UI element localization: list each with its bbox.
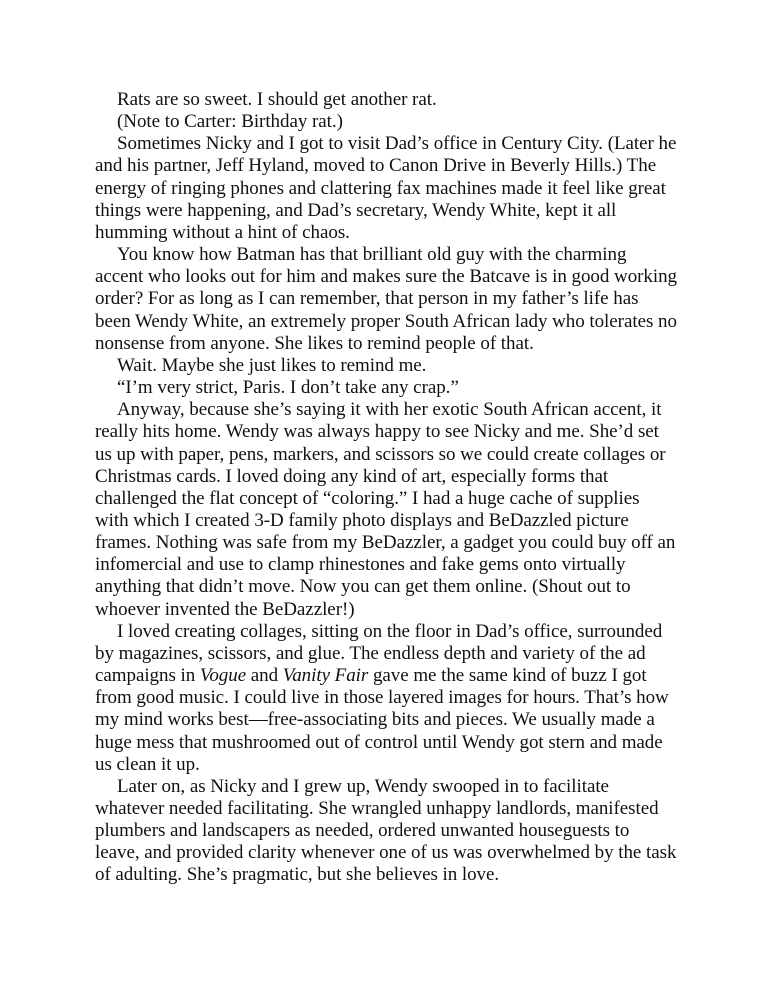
book-page: [95, 89, 677, 887]
paragraph-note-to-carter: [95, 111, 677, 133]
paragraph-bedazzler: [95, 399, 677, 621]
paragraph-text: Rats are so sweet. I should get another rat.: [117, 89, 437, 110]
paragraph-quote: [95, 377, 677, 399]
paragraph-collages: [95, 621, 677, 776]
paragraph-batman: [95, 244, 677, 355]
paragraph-dads-office: [95, 133, 677, 244]
paragraph-text: “I’m very strict, Paris. I don’t take any crap.”: [117, 377, 459, 399]
paragraph-text: and: [246, 665, 283, 687]
paragraph-text: Anyway, because she’s saying it with her exotic South African accent, it really hits home. Wendy was always happy to see Nicky and me. She’d set us up with paper, pens, markers, and scissors so we could create collages or Christmas cards. I loved doing any kind of art, especially forms that challenged the flat concept of “coloring.” I had a huge cache of supplies with which I created 3-D family photo displays and BeDazzled picture frames. Nothing was safe from my BeDazzler, a gadget you could buy off an infomercial and use to clamp rhinestones and fake gems onto virtually anything that didn’t move. Now you can get them online. (Shout out to whoever invented the BeDazzler!): [95, 399, 676, 620]
paragraph-text: gave me the same kind of buzz I got from good music. I could live in those layered images for hours. That’s how my mind works best—free-associating bits and pieces. We usually made a huge mess that mushroomed out of control until Wendy got stern and made us clean it up.: [95, 665, 669, 775]
paragraph-text: Wait. Maybe she just likes to remind me.: [117, 354, 427, 376]
paragraph-text: Later on, as Nicky and I grew up, Wendy swooped in to facilitate whatever needed facilitating. She wrangled unhappy landlords, manifested plumbers and landscapers as needed, ordered unwanted houseguests to leave, and provided clarity whenever one of us was overwhelmed by the task of adulting. She’s pragmatic, but she believes in love.: [95, 775, 677, 886]
magazine-title: Vogue: [199, 665, 247, 687]
paragraph-text: (Note to Carter: Birthday rat.): [117, 111, 343, 133]
paragraph-wait: [95, 355, 677, 377]
paragraph-text: I loved creating collages, sitting on the floor in Dad’s office, surrounded by magazines, scissors, and glue. The endless depth and variety of the ad campaigns in: [95, 620, 663, 687]
paragraph-rat: [95, 89, 677, 111]
magazine-title: Vanity Fair: [282, 665, 369, 687]
paragraph-text: You know how Batman has that brilliant old guy with the charming accent who looks out for him and makes sure the Batcave is in good working order? For as long as I can remember, that person in my father’s life has been Wendy White, an extremely proper South African lady who tolerates no nonsense from anyone. She likes to remind people of that.: [95, 244, 677, 354]
paragraph-text: Sometimes Nicky and I got to visit Dad’s office in Century City. (Later he and his partner, Jeff Hyland, moved to Canon Drive in Beverly Hills.) The energy of ringing phones and clattering fax machines made it feel like great things were happening, and Dad’s secretary, Wendy White, kept it all humming without a hint of chaos.: [95, 133, 677, 243]
paragraph-later-on: [95, 776, 677, 887]
